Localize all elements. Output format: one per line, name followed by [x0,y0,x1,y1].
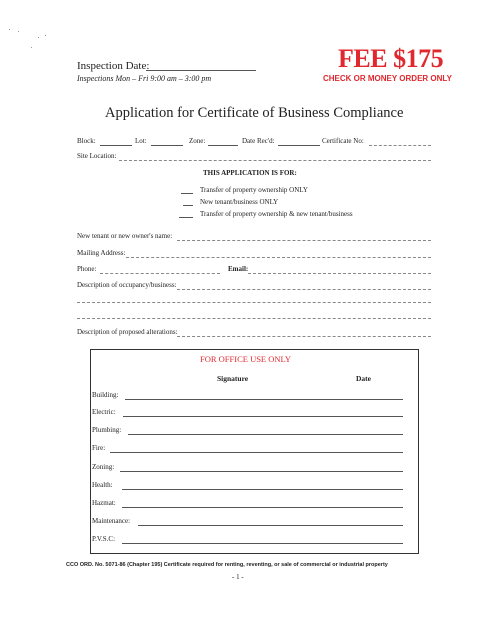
scan-speck [38,37,39,38]
block-field[interactable] [100,145,132,146]
office-row-maintenance-line[interactable] [138,525,403,526]
phone-field[interactable] [100,273,220,274]
scan-speck [31,47,32,48]
site-location-label: Site Location: [77,152,117,160]
occupancy-field[interactable] [177,289,431,290]
date-column-header: Date [356,374,371,383]
date-received-field[interactable] [278,145,320,146]
alterations-field[interactable] [177,336,431,337]
option-checkbox-line[interactable] [179,217,193,218]
inspection-hours: Inspections Mon – Fri 9:00 am – 3:00 pm [77,74,212,83]
office-row-health: Health: [92,481,113,489]
office-row-zoning: Zoning: [92,463,115,471]
date-received-label: Date Rec'd: [242,137,275,145]
occupancy-field-line[interactable] [77,302,431,303]
site-location-field[interactable] [119,160,431,161]
email-field[interactable] [248,273,431,274]
occupancy-field-line[interactable] [77,318,431,319]
fee-amount: FEE $175 [338,44,444,73]
option-checkbox-line[interactable] [181,193,193,194]
office-row-fire-line[interactable] [110,452,403,453]
office-row-pvsc-line[interactable] [122,543,403,544]
occupancy-label: Description of occupancy/business: [77,281,177,289]
office-row-electric: Electric: [92,408,116,416]
email-label: Email: [228,265,249,273]
office-row-plumbing-line[interactable] [128,434,403,435]
option-new-tenant: New tenant/business ONLY [200,198,279,206]
option-checkbox-line[interactable] [183,205,193,206]
zone-field[interactable] [208,145,238,146]
mailing-address-field[interactable] [126,257,431,258]
alterations-label: Description of proposed alterations: [77,328,178,336]
office-row-building-line[interactable] [125,399,403,400]
office-row-pvsc: P.V.S.C: [92,535,116,543]
option-transfer-ownership: Transfer of property ownership ONLY [200,186,308,194]
zone-label: Zone: [189,137,206,145]
office-row-electric-line[interactable] [123,416,403,417]
certificate-no-field[interactable] [369,145,431,146]
signature-column-header: Signature [217,374,249,383]
new-owner-field[interactable] [177,240,431,241]
office-row-hazmat: Hazmat: [92,499,116,507]
certificate-no-label: Certificate No: [322,137,364,145]
office-row-maintenance: Maintenance: [92,517,131,525]
block-label: Block: [77,137,96,145]
payment-note: CHECK OR MONEY ORDER ONLY [323,74,452,83]
page-title: Application for Certificate of Business Compliance [105,105,404,121]
phone-label: Phone: [77,265,97,273]
office-row-health-line[interactable] [122,489,403,490]
new-owner-label: New tenant or new owner's name: [77,232,173,240]
mailing-address-label: Mailing Address: [77,249,126,257]
office-row-hazmat-line[interactable] [122,507,403,508]
scan-speck [9,29,10,30]
scan-speck [18,31,19,32]
ordinance-note: CCO ORD. No. 5071-86 (Chapter 195) Certificate required for renting, reventing, or sale of commercial or industrial property [66,562,388,568]
office-row-fire: Fire: [92,444,106,452]
option-transfer-and-new-tenant: Transfer of property ownership & new tenant/business [200,210,353,218]
office-row-plumbing: Plumbing: [92,426,122,434]
inspection-date-label: Inspection Date: [77,60,150,72]
office-row-zoning-line[interactable] [120,471,403,472]
office-use-heading: FOR OFFICE USE ONLY [200,354,292,364]
page-number: - 1 - [232,573,244,581]
application-for-heading: THIS APPLICATION IS FOR: [203,169,297,177]
inspection-date-field[interactable] [146,70,256,71]
office-row-building: Building: [92,391,119,399]
scan-speck [45,35,46,36]
lot-field[interactable] [151,145,183,146]
lot-label: Lot: [135,137,147,145]
